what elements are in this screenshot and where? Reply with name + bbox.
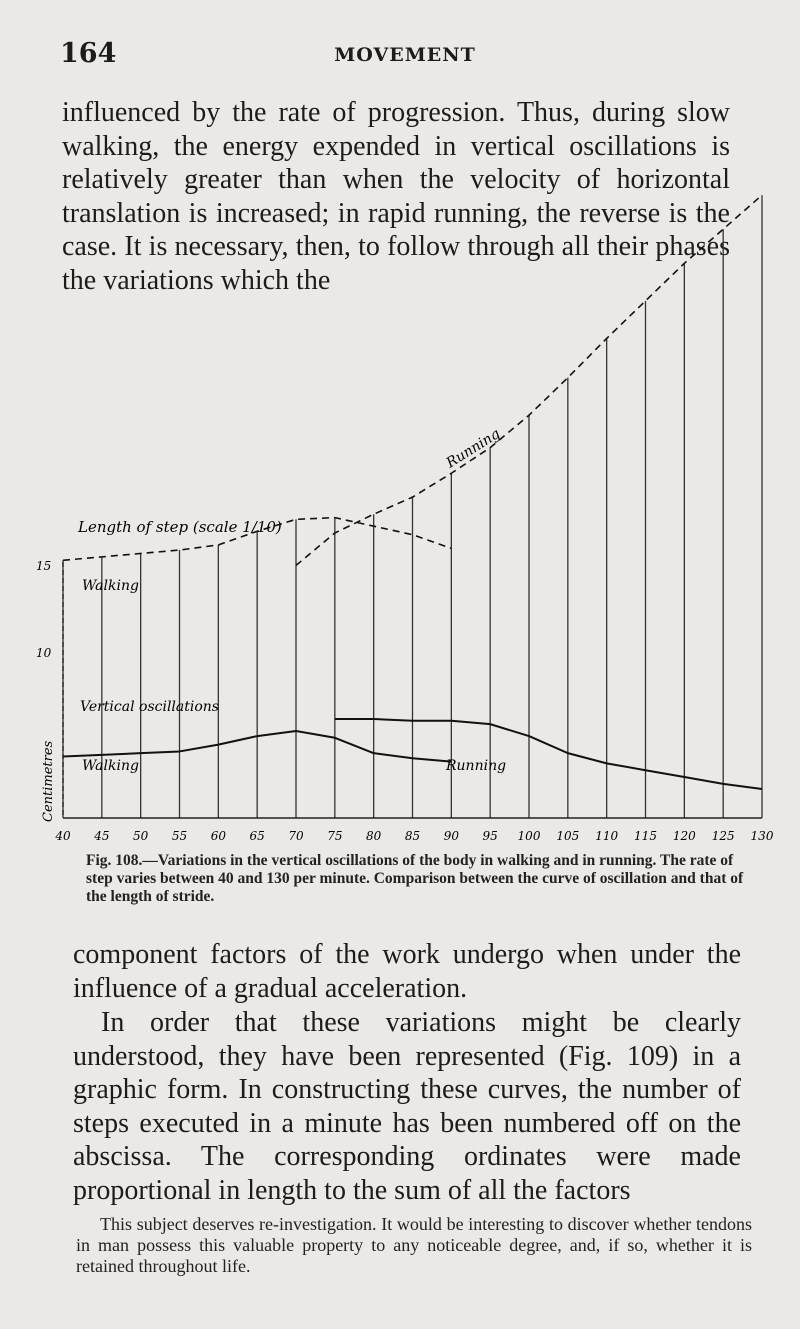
x-tick-label: 100: [517, 829, 541, 843]
label-walking-lower: Walking: [82, 758, 139, 774]
x-tick-label: 45: [94, 829, 110, 843]
oscillation-chart: [30, 300, 774, 850]
x-tick-label: 80: [366, 829, 382, 843]
y-axis-label: Centimetres: [41, 740, 56, 822]
x-tick-label: 60: [210, 829, 226, 843]
label-running-upper: Running: [443, 426, 504, 472]
page-header: [60, 38, 750, 78]
x-tick-label: 110: [595, 829, 619, 843]
label-length-of-step: Length of step (scale 1/10): [78, 518, 282, 536]
figure-108: [30, 300, 774, 850]
x-tick-label: 105: [556, 829, 580, 843]
x-tick-label: 50: [133, 829, 149, 843]
footnote: This subject deserves re-investigation. It would be interesting to discover whether tendons in man possess this valuable property to any noticeable degree, and, if so, whether it is retained throughout life.: [76, 1214, 752, 1276]
x-tick-label: 75: [327, 829, 343, 843]
running-head: MOVEMENT: [334, 44, 476, 66]
page-number: 164: [60, 38, 117, 69]
body-paragraph-1: influenced by the rate of progression. Thus, during slow walking, the energy expended in vertical oscillations is relatively greater than when the velocity of horizontal translation is increased; in rapid running, the reverse is the case. It is necessary, then, to follow through all their phases the variations which the: [62, 97, 730, 296]
label-running-lower: Running: [446, 758, 507, 774]
x-tick-label: 65: [249, 829, 265, 843]
x-tick-label: 115: [634, 829, 657, 843]
x-tick-label: 70: [288, 829, 304, 843]
x-tick-label: 130: [750, 829, 774, 843]
label-walking-upper: Walking: [82, 578, 139, 594]
chart-labels: [36, 426, 506, 822]
body-paragraph-2: component factors of the work undergo when under the influence of a gradual acceleration.: [73, 939, 741, 1004]
y-tick-10: 10: [36, 646, 52, 660]
x-tick-label: 95: [482, 829, 498, 843]
x-tick-label: 120: [672, 829, 696, 843]
x-tick-label: 85: [404, 829, 421, 843]
y-tick-15: 15: [36, 559, 52, 573]
x-tick-labels: [54, 829, 773, 843]
label-vertical-oscillations: Vertical oscillations: [80, 699, 219, 715]
x-tick-label: 40: [55, 829, 71, 843]
series-line-3: [335, 719, 762, 789]
x-tick-label: 90: [443, 829, 459, 843]
x-tick-label: 125: [711, 829, 735, 843]
x-tick-label: 55: [171, 829, 188, 843]
body-paragraph-3: In order that these variations might be clearly understood, they have been represented (Fig. 109) in a graphic form. In constructing these curves, the number of steps executed in a minute has been numbered off on the abscissa. The corresponding ordinates were made proportional in length to the sum of all the factors: [73, 1007, 741, 1206]
figure-caption: Fig. 108.—Variations in the vertical oscillations of the body in walking and in running. The rate of step varies between 40 and 130 per minute. Comparison between the curve of oscillation and that of the length of stride.: [86, 852, 744, 905]
